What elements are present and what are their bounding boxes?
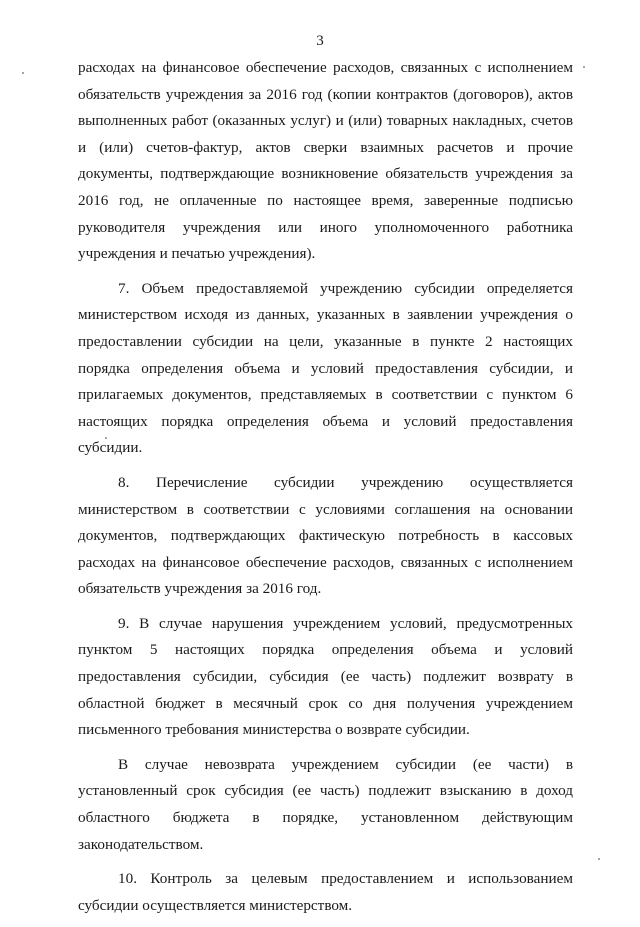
paragraph-9: 9. В случае нарушения учреждением условий, предусмотренных пунктом 5 настоящих порядка определения объема и условий предоставления субсидии, субсидия (ее часть) подлежит возврату в областной бюджет в месячный срок со дня получения учреждением письменного требования министерства о возврате субсидии. bbox=[78, 614, 573, 739]
page-number: 3 bbox=[316, 33, 324, 49]
scan-speck bbox=[583, 66, 585, 68]
document-body bbox=[78, 55, 573, 927]
paragraph-7: 7. Объем предоставляемой учреждению субсидии определяется министерством исходя из данных, указанных в заявлении учреждения о предоставлении субсидии на цели, указанные в пункте 2 настоящих порядка определения объема и условий предоставления субсидии, и прилагаемых документов, представляемых в соответствии с пунктом 6 настоящих порядка определения объема и условий предоставления субсидии. bbox=[78, 279, 573, 457]
paragraph-9-continued: В случае невозврата учреждением субсидии (ее части) в установленный срок субсидия (ее часть) подлежит взысканию в доход областного бюджета в порядке, установленном действующим законодательством. bbox=[78, 755, 573, 853]
paragraph-8: 8. Перечисление субсидии учреждению осуществляется министерством в соответствии с условиями соглашения на основании документов, подтверждающих фактическую потребность в кассовых расходах на финансовое обеспечение расходов, связанных с исполнением обязательств учреждения за 2016 год. bbox=[78, 473, 573, 598]
scan-speck bbox=[105, 437, 107, 439]
scan-speck bbox=[598, 858, 600, 860]
paragraph-10: 10. Контроль за целевым предоставлением и использованием субсидии осуществляется министерством. bbox=[78, 870, 573, 914]
paragraph-continuation: расходах на финансовое обеспечение расходов, связанных с исполнением обязательств учреждения за 2016 год (копии контрактов (договоров), актов выполненных работ (оказанных услуг) и (или) товарных накладных, счетов и (или) счетов-фактур, актов сверки взаимных расчетов и прочие документы, подтверждающие возникновение обязательств учреждения за 2016 год, не оплаченные по настоящее время, заверенные подписью руководителя учреждения или иного уполномоченного работника учреждения и печатью учреждения). bbox=[78, 59, 573, 263]
scan-speck bbox=[22, 72, 24, 74]
